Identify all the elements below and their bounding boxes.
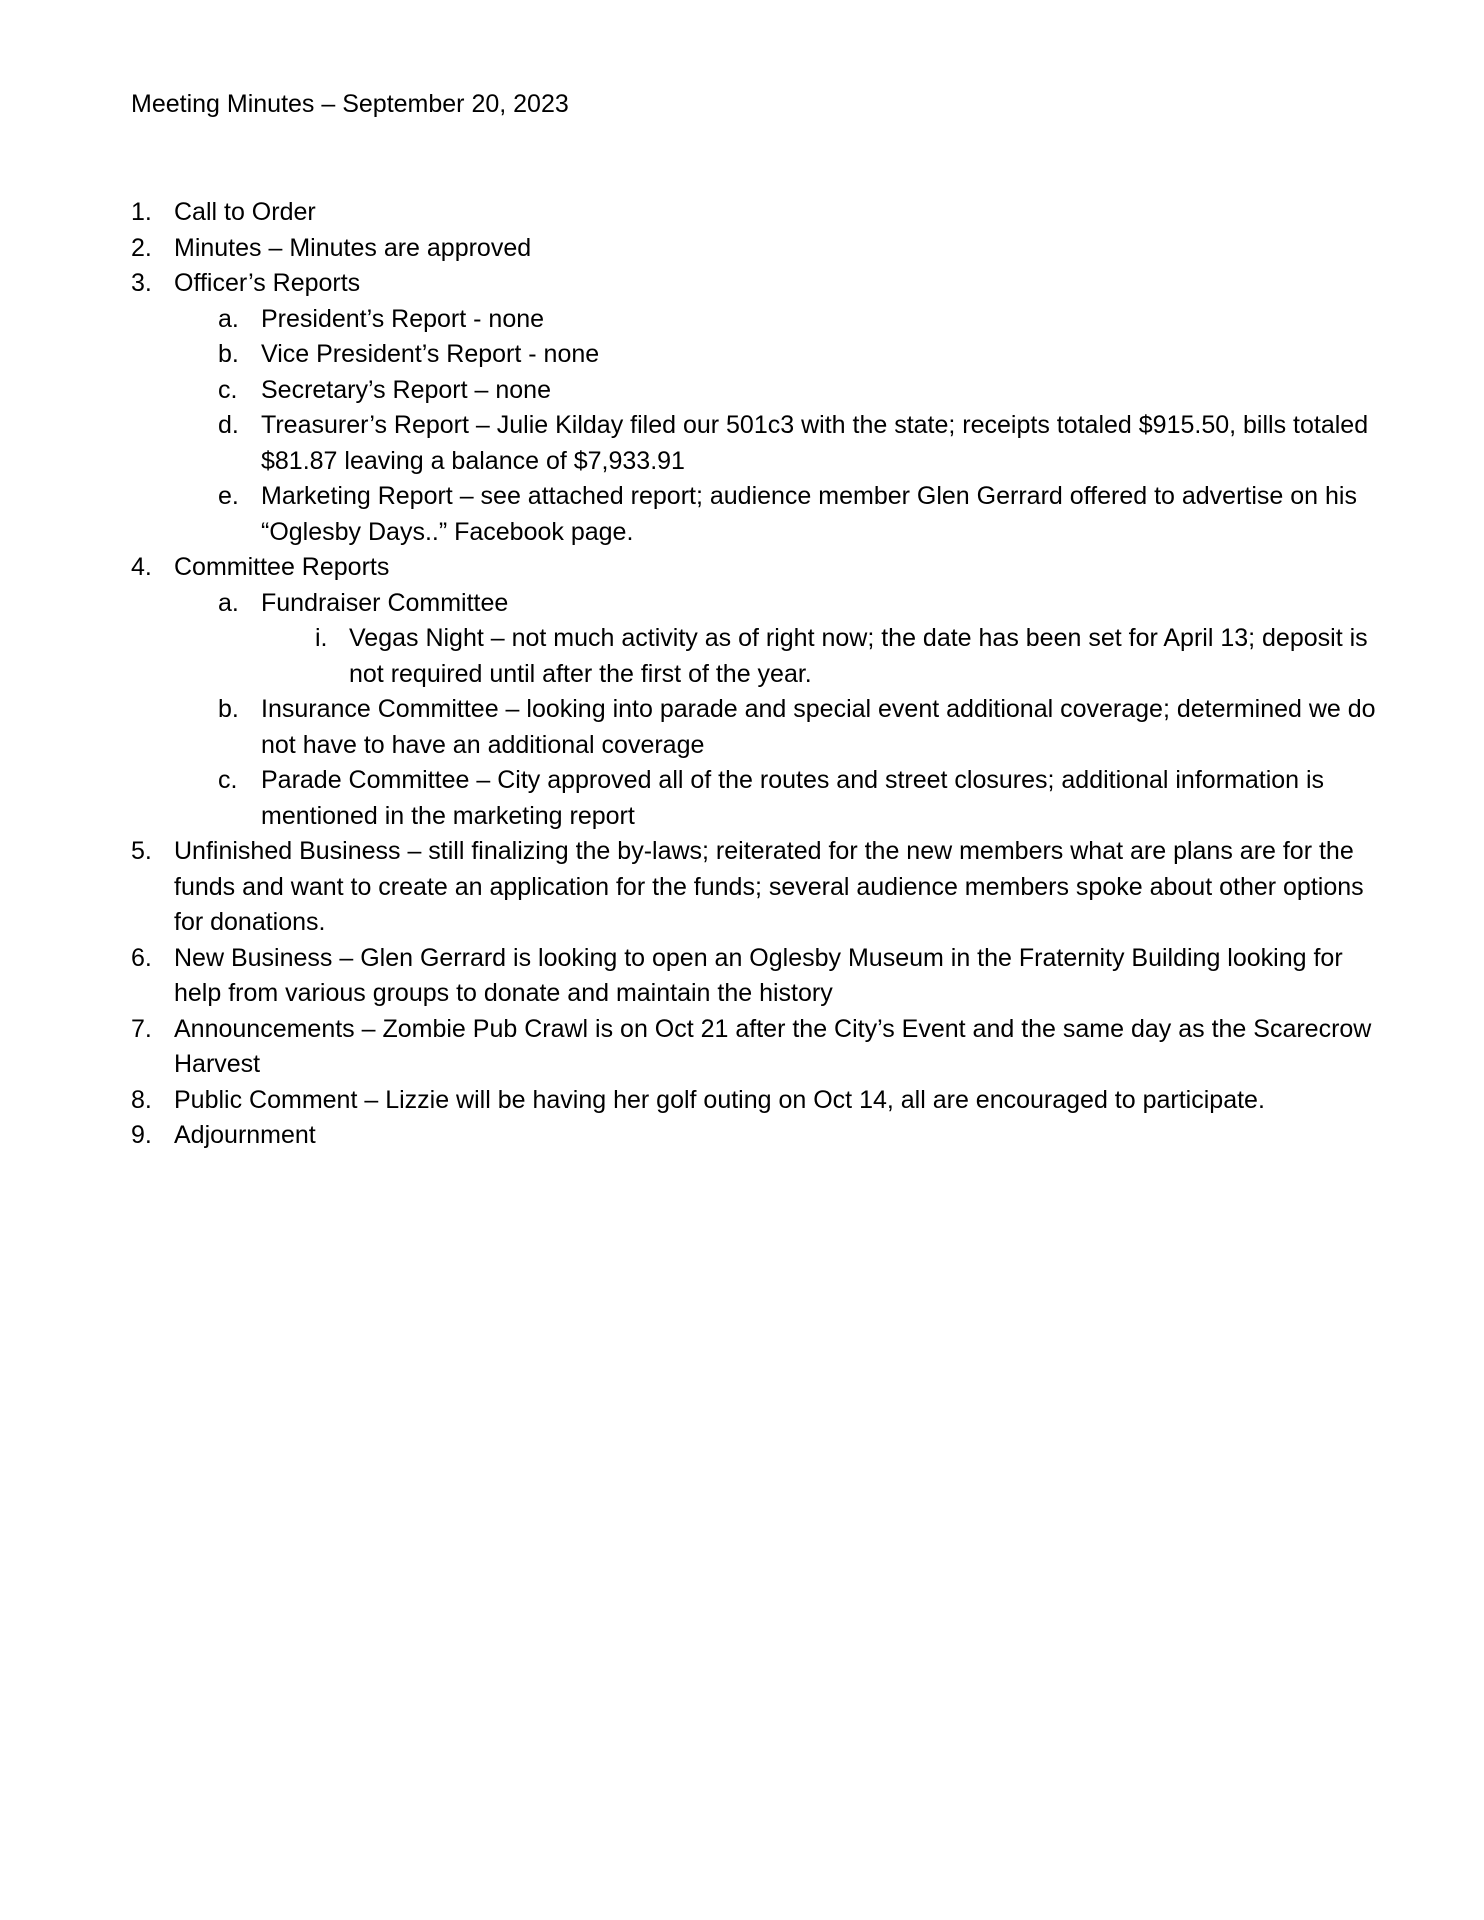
item-text: Treasurer’s Report – Julie Kilday filed our 501c3 with the state; receipts totaled $915.50, bills totaled $81.87 leaving a balance of $7,933.91 (261, 411, 1369, 475)
agenda-item-public-comment (131, 1083, 1391, 1119)
subitem-parade-committee (131, 763, 1391, 834)
item-number: 5. (131, 837, 152, 865)
subitem-presidents-report (131, 302, 1391, 338)
item-letter: c. (218, 766, 238, 794)
subitem-marketing-report (131, 479, 1391, 550)
item-text: Marketing Report – see attached report; audience member Glen Gerrard offered to advertise on his “Oglesby Days..” Facebook page. (261, 482, 1357, 546)
item-letter: a. (218, 588, 239, 617)
item-text: Vice President’s Report - none (261, 340, 600, 368)
item-text: Secretary’s Report – none (261, 375, 551, 404)
item-letter: b. (218, 695, 239, 723)
minutes-list (131, 195, 1391, 1154)
item-number: 9. (131, 1121, 152, 1149)
agenda-item-call-to-order (131, 195, 1391, 231)
item-text: Insurance Committee – looking into parade and special event additional coverage; determined we do not have to have an additional coverage (261, 695, 1376, 759)
item-number: 7. (131, 1014, 152, 1043)
subitem-vice-presidents-report (131, 337, 1391, 373)
item-letter: b. (218, 340, 239, 368)
subitem-insurance-committee (131, 692, 1391, 763)
item-letter: c. (218, 375, 238, 404)
item-letter: a. (218, 304, 239, 333)
item-text: Adjournment (174, 1121, 316, 1149)
item-text: Call to Order (174, 198, 316, 226)
agenda-item-committee-reports (131, 550, 1391, 586)
item-number: 8. (131, 1085, 152, 1114)
item-letter: d. (218, 411, 239, 439)
item-number: 1. (131, 198, 152, 226)
item-number: 3. (131, 269, 152, 297)
item-text: Minutes – Minutes are approved (174, 233, 532, 262)
item-text: Officer’s Reports (174, 269, 361, 297)
item-text: Fundraiser Committee (261, 588, 509, 617)
item-text: President’s Report - none (261, 304, 545, 333)
item-number: 2. (131, 233, 152, 262)
agenda-item-adjournment (131, 1118, 1391, 1154)
agenda-item-minutes (131, 231, 1391, 267)
subitem-treasurers-report (131, 408, 1391, 479)
item-number: 6. (131, 943, 152, 972)
item-text: Vegas Night – not much activity as of right now; the date has been set for April 13; deposit is not required until after the first of the year. (349, 624, 1368, 688)
subitem-secretarys-report (131, 373, 1391, 409)
item-text: Public Comment – Lizzie will be having her golf outing on Oct 14, all are encouraged to participate. (174, 1085, 1265, 1114)
item-text: Unfinished Business – still finalizing the by-laws; reiterated for the new members what are plans are for the funds and want to create an application for the funds; several audience members spoke about other options for donations. (174, 837, 1364, 936)
item-number: 4. (131, 553, 152, 581)
item-text: Announcements – Zombie Pub Crawl is on Oct 21 after the City’s Event and the same day as the Scarecrow Harvest (174, 1014, 1372, 1078)
item-text: New Business – Glen Gerrard is looking to open an Oglesby Museum in the Fraternity Building looking for help from various groups to donate and maintain the history (174, 943, 1343, 1007)
subsubitem-vegas-night (131, 621, 1391, 692)
subitem-fundraiser-committee (131, 586, 1391, 622)
item-roman-numeral: i. (315, 624, 328, 652)
agenda-item-unfinished-business (131, 834, 1391, 941)
agenda-item-new-business (131, 941, 1391, 1012)
item-text: Parade Committee – City approved all of the routes and street closures; additional information is mentioned in the marketing report (261, 766, 1325, 830)
item-text: Committee Reports (174, 553, 390, 581)
agenda-item-announcements (131, 1012, 1391, 1083)
page-title: Meeting Minutes – September 20, 2023 (131, 90, 569, 118)
item-letter: e. (218, 482, 239, 510)
agenda-item-officers-reports (131, 266, 1391, 302)
